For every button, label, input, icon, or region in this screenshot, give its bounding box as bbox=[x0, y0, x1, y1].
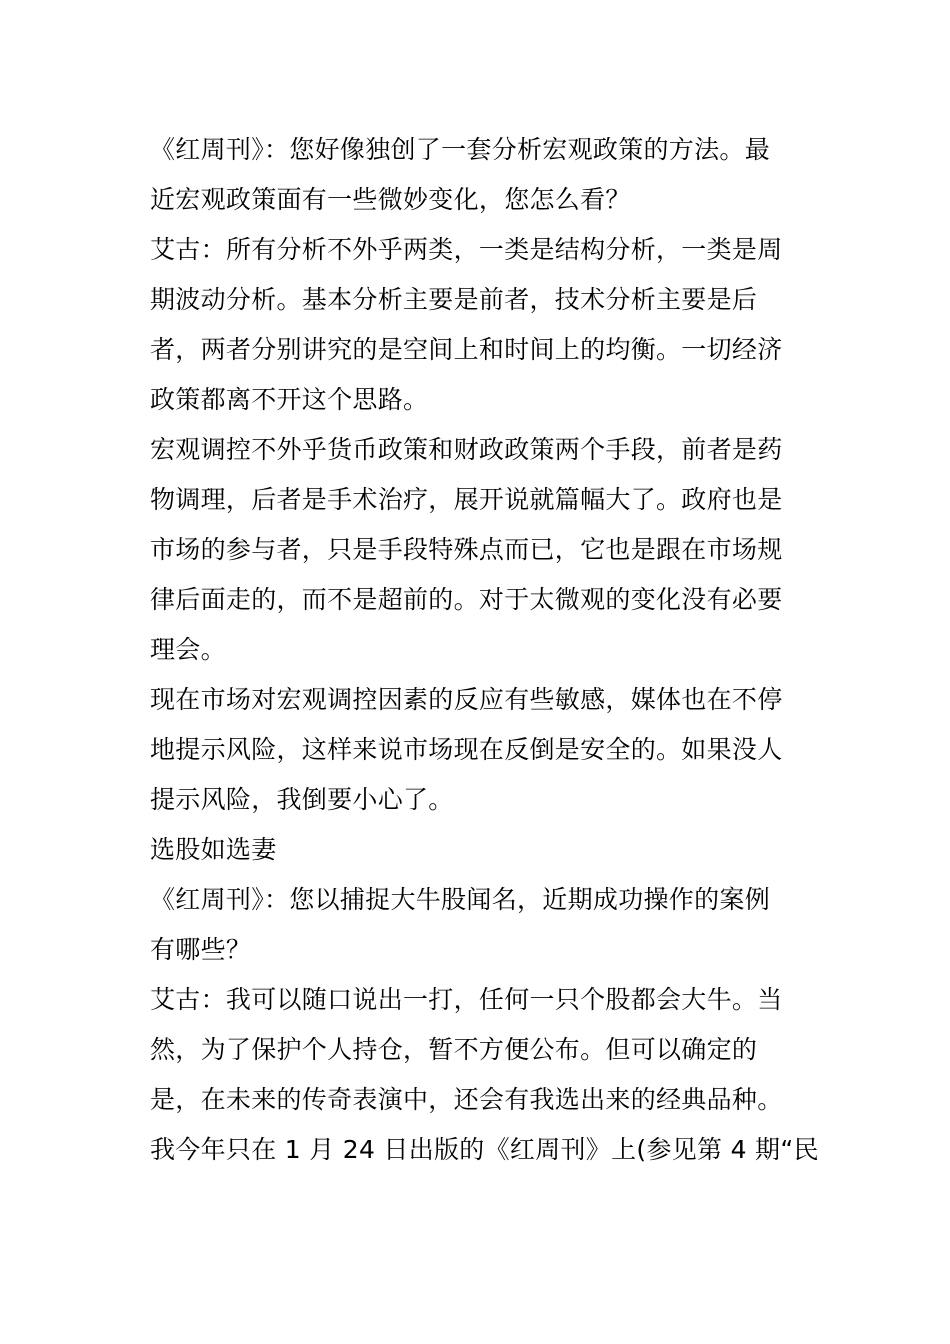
text-line: 艾古：我可以随口说出一打，任何一只个股都会大牛。当 bbox=[150, 985, 783, 1014]
text-line: 提示风险，我倒要小心了。 bbox=[150, 785, 454, 814]
text-line: 期波动分析。基本分析主要是前者，技术分析主要是后 bbox=[150, 285, 758, 314]
text-line: 是，在未来的传奇表演中，还会有我选出来的经典品种。 bbox=[150, 1085, 783, 1114]
text-line: 政策都离不开这个思路。 bbox=[150, 385, 429, 414]
text-line: 市场的参与者，只是手段特殊点而已，它也是跟在市场规 bbox=[150, 535, 783, 564]
text-line: 者，两者分别讲究的是空间上和时间上的均衡。一切经济 bbox=[150, 335, 783, 364]
text-line: 然，为了保护个人持仓，暂不方便公布。但可以确定的 bbox=[150, 1035, 758, 1064]
text-line: 近宏观政策面有一些微妙变化，您怎么看？ bbox=[150, 185, 631, 214]
text-line: 律后面走的，而不是超前的。对于太微观的变化没有必要 bbox=[150, 585, 783, 614]
text-line: 物调理，后者是手术治疗，展开说就篇幅大了。政府也是 bbox=[150, 485, 783, 514]
text-line: 现在市场对宏观调控因素的反应有些敏感，媒体也在不停 bbox=[150, 685, 783, 714]
text-line: 《红周刊》：您以捕捉大牛股闻名，近期成功操作的案例 bbox=[150, 885, 771, 914]
text-line: 我今年只在 1 月 24 日出版的《红周刊》上(参见第 4 期“民 bbox=[150, 1135, 819, 1164]
text-line: 宏观调控不外乎货币政策和财政政策两个手段，前者是药 bbox=[150, 435, 783, 464]
text-line: 理会。 bbox=[150, 635, 226, 664]
section-heading: 选股如选妻 bbox=[150, 835, 277, 864]
text-line: 艾古：所有分析不外乎两类，一类是结构分析，一类是周 bbox=[150, 235, 783, 264]
article-body bbox=[150, 125, 819, 1175]
text-line: 有哪些？ bbox=[150, 935, 252, 964]
text-line: 地提示风险，这样来说市场现在反倒是安全的。如果没人 bbox=[150, 735, 783, 764]
text-line: 《红周刊》：您好像独创了一套分析宏观政策的方法。最 bbox=[150, 135, 771, 164]
